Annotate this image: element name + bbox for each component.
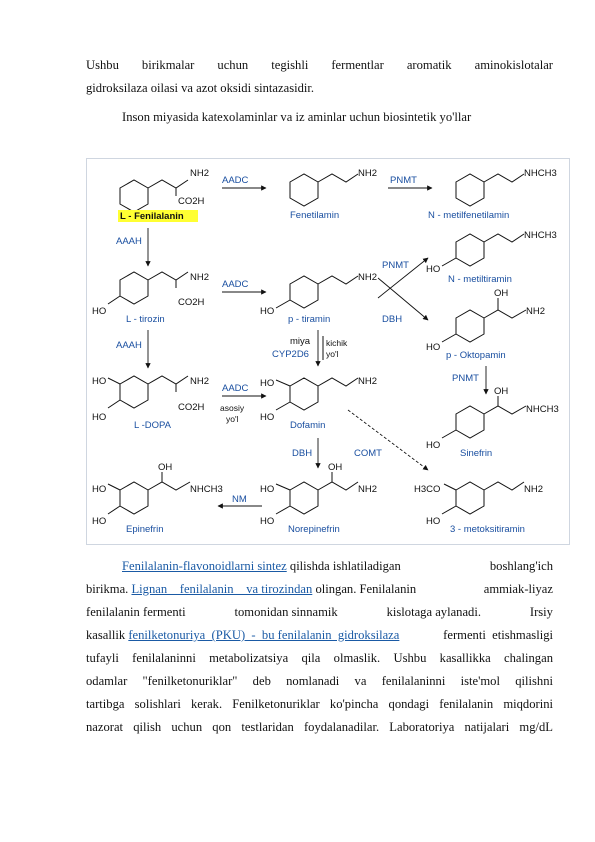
co2h-group: CO2H — [178, 402, 205, 413]
co2h-group: CO2H — [178, 297, 205, 308]
nh2-group: NH2 — [358, 484, 378, 495]
ho-group: HO — [92, 306, 107, 317]
nh2-group: NH2 — [190, 272, 210, 283]
compound-n-methyltyramine: N - metiltiramin — [448, 274, 512, 285]
text: Irsiy — [529, 605, 553, 619]
body-line-1 — [122, 555, 553, 578]
ho-group: HO — [92, 516, 107, 527]
body-line-2 — [86, 578, 553, 601]
body-line-3 — [86, 601, 553, 624]
oh-group: OH — [494, 386, 509, 397]
text: boshlang'ich — [489, 559, 553, 573]
ho-group: HO — [426, 342, 441, 353]
ho-group: HO — [260, 306, 275, 317]
nh2-group: NH2 — [524, 484, 544, 495]
compound-p-octopamine: p - Oktopamin — [446, 350, 506, 361]
word: uchun — [217, 58, 249, 72]
ho-group: HO — [92, 484, 107, 495]
body-line-7: tartibga solishlari kerak. Fenilketonuriklar ko'pincha qondagi fenilalanin miqdorini — [86, 697, 553, 711]
nh2-group: NH2 — [358, 272, 378, 283]
enzyme-aaah: AAAH — [116, 236, 142, 247]
h3co-group: H3CO — [414, 484, 441, 495]
compound-dopamine: Dofamin — [290, 420, 326, 431]
text: kislotaga aylanadi. — [386, 605, 482, 619]
text: fenilalanin fermenti — [86, 605, 186, 619]
nhch3-group: NHCH3 — [524, 230, 557, 241]
nhch3-group: NHCH3 — [526, 404, 559, 415]
text: tomonidan sinnamik — [234, 605, 338, 619]
enzyme-dbh: DBH — [292, 448, 313, 459]
compound-norepinephrine: Norepinefrin — [288, 524, 340, 535]
enzyme-pnmt: PNMT — [390, 175, 417, 186]
compound-methoxytyramine: 3 - metoksitiramin — [450, 524, 525, 535]
enzyme-pnmt-short: NM — [232, 494, 247, 505]
enzyme-dbh: DBH — [382, 314, 403, 325]
enzyme-pnmt: PNMT — [382, 260, 409, 271]
compound-synephrine: Sinefrin — [460, 448, 493, 459]
body-line-8: nazorat qilish uchun qon testlaridan foydalanadilar. Laboratoriya natijalari mg/dL — [86, 720, 553, 734]
note-side-2: yo'l — [226, 414, 239, 424]
text: kasallik — [86, 628, 126, 642]
biosynthesis-diagram — [86, 158, 570, 545]
word: aminokislotalar — [474, 58, 553, 72]
oh-group: OH — [494, 288, 509, 299]
nh2-group: NH2 — [358, 168, 378, 179]
body-line-6: odamlar "fenilketonuriklar" deb nomlanadi va fenilalaninni iste'mol qilishni — [86, 674, 553, 688]
compound-phenethylamine: Fenetilamin — [290, 210, 340, 221]
text: ammiak-liyaz — [483, 582, 553, 596]
link-pku[interactable]: fenilketonuriya (PKU) - bu fenilalanin gidroksilaza — [128, 628, 400, 642]
ho-group: HO — [426, 516, 441, 527]
compound-n-methylphenethylamine: N - metilfenetilamin — [428, 210, 510, 221]
ho-group: HO — [92, 376, 107, 387]
nhch3-group: NHCH3 — [524, 168, 557, 179]
oh-group: OH — [158, 462, 173, 473]
note-brain: miya — [290, 336, 311, 347]
nh2-group: NH2 — [358, 376, 378, 387]
body-line-5: tufayli fenilalaninni metabolizatsiya qila olmaslik. Ushbu kasallikka chalingan — [86, 651, 553, 665]
nh2-group: NH2 — [190, 376, 210, 387]
ho-group: HO — [260, 378, 275, 389]
word: fermentlar — [331, 58, 384, 72]
nhch3-group: NHCH3 — [190, 484, 223, 495]
enzyme-aadc: AADC — [222, 279, 249, 290]
compound-p-tyramine: p - tiramin — [288, 314, 331, 325]
oh-group: OH — [328, 462, 343, 473]
figure-title: Inson miyasida katexolaminlar va iz aminlar uchun biosintetik yo'llar — [122, 110, 472, 124]
enzyme-comt: COMT — [354, 448, 382, 459]
body-line-4 — [86, 624, 553, 647]
note-minor-2: yo'l — [326, 349, 339, 359]
compound-tyrosine: L - tirozin — [126, 314, 165, 325]
co2h-group: CO2H — [178, 196, 205, 207]
note-minor-1: kichik — [326, 338, 348, 348]
ho-group: HO — [426, 264, 441, 275]
link-flavonoid-synthesis[interactable]: Fenilalanin-flavonoidlarni sintez — [122, 559, 287, 573]
enzyme-pnmt: PNMT — [452, 373, 479, 384]
link-lignan[interactable]: Lignan fenilalanin va tirozindan — [131, 582, 313, 596]
enzyme-cyp2d6: CYP2D6 — [272, 349, 309, 360]
text: qilishda ishlatiladigan — [289, 559, 401, 573]
enzyme-aaah: AAAH — [116, 340, 142, 351]
enzyme-aadc: AADC — [222, 175, 249, 186]
word: birikmalar — [141, 58, 195, 72]
compound-l-dopa: L -DOPA — [134, 420, 171, 431]
ho-group: HO — [426, 440, 441, 451]
text: fermenti etishmasligi — [443, 628, 553, 642]
word: aromatik — [406, 58, 452, 72]
compound-phenylalanine: L - Fenilalanin — [120, 211, 184, 222]
note-side-1: asosiy — [220, 403, 245, 413]
word: tegishli — [271, 58, 309, 72]
ho-group: HO — [260, 484, 275, 495]
enzyme-aadc: AADC — [222, 383, 249, 394]
ho-group: HO — [260, 412, 275, 423]
nh2-group: NH2 — [190, 168, 210, 179]
word: Ushbu — [86, 58, 119, 72]
compound-epinephrine: Epinefrin — [126, 524, 164, 535]
intro-line-2: gidroksilaza oilasi va azot oksidi sintazasidir. — [86, 81, 315, 95]
ho-group: HO — [260, 516, 275, 527]
ho-group: HO — [92, 412, 107, 423]
text: olingan. Fenilalanin — [315, 582, 417, 596]
nh2-group: NH2 — [526, 306, 546, 317]
text: birikma. — [86, 582, 129, 596]
intro-line-1 — [86, 54, 553, 77]
